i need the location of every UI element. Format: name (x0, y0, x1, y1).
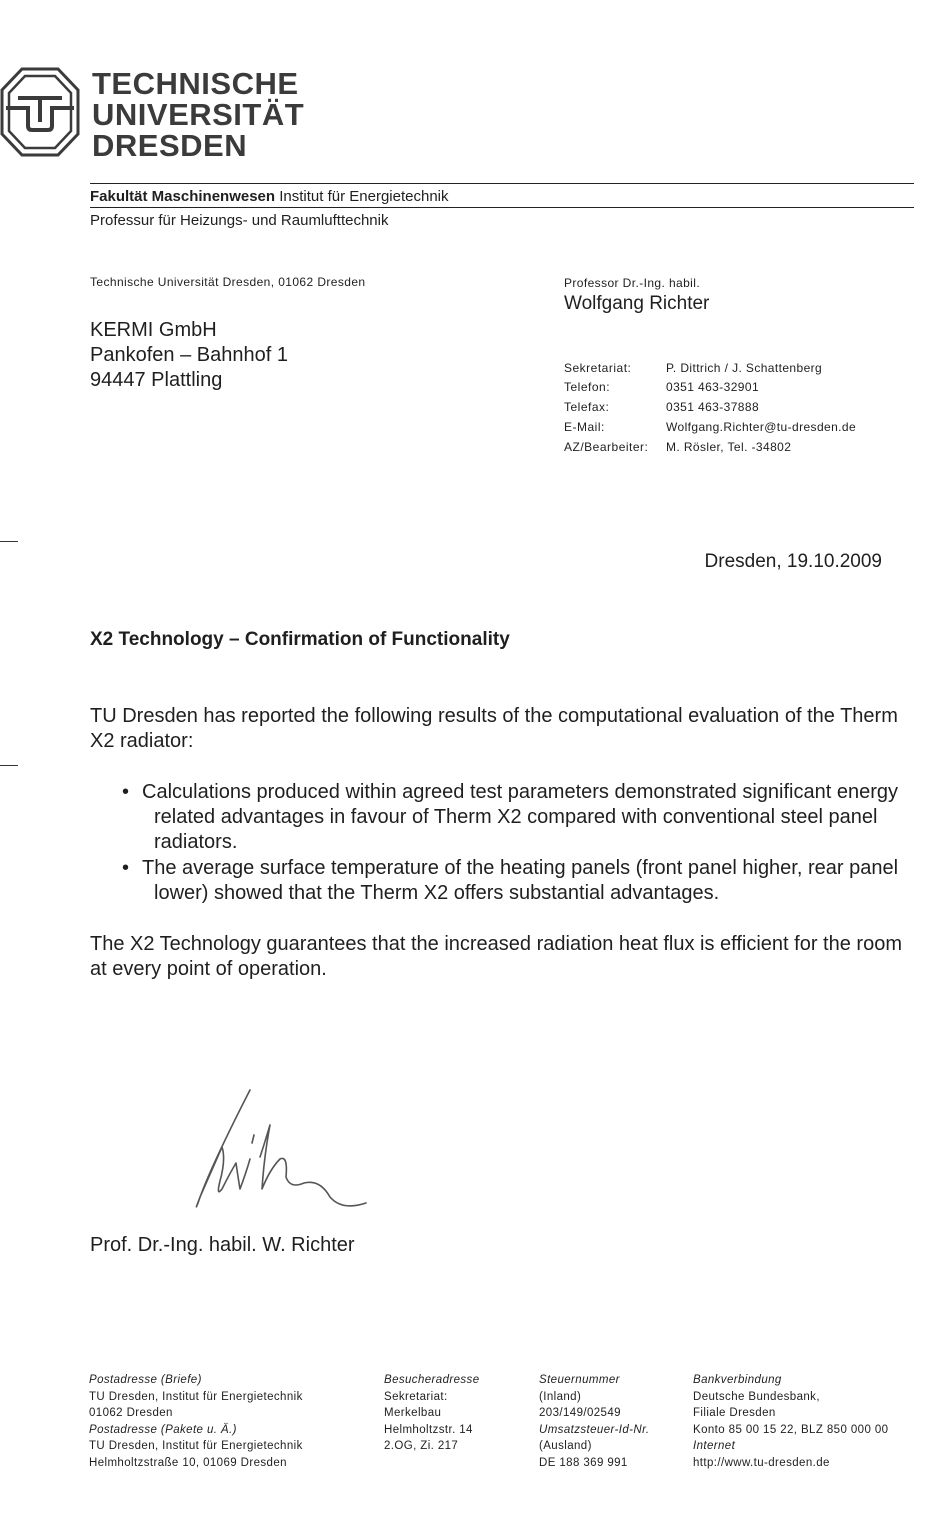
footer-postal-column (89, 1372, 303, 1471)
footer-line: DE 188 369 991 (539, 1456, 628, 1469)
recipient-name: KERMI GmbH (90, 319, 217, 341)
footer-heading: Internet (693, 1440, 736, 1452)
footer-line: Helmholtzstr. 14 (384, 1423, 473, 1436)
chair-name: Professur für Heizungs- und Raumlufttechnik (90, 212, 389, 229)
footer-line: Filiale Dresden (693, 1407, 776, 1419)
letter-date: Dresden, 19.10.2009 (704, 551, 882, 572)
fold-mark (0, 541, 18, 542)
footer-tax-column (539, 1372, 649, 1471)
contact-label: E-Mail: (564, 420, 605, 434)
bullet-glyph: • (122, 781, 130, 803)
footer-line: Deutsche Bundesbank, (693, 1390, 820, 1403)
footer-line: (Ausland) (539, 1440, 592, 1452)
recipient-street: Pankofen – Bahnhof 1 (90, 344, 288, 366)
logo-text-line-3: DRESDEN (92, 128, 248, 163)
list-item-text: The average surface temperature of the heating panels (front panel higher, rear panel lower) showed that the Therm X2 offers substantial advantages. (142, 857, 899, 904)
contact-label: Sekretariat: (564, 361, 632, 375)
footer-heading: Steuernummer (539, 1374, 620, 1386)
list-item-text: Calculations produced within agreed test parameters demonstrated significant energy related advantages in favour of Therm X2 compared with conventional steel panel radiators. (142, 781, 898, 853)
footer-line: Merkelbau (384, 1407, 442, 1419)
footer-line: TU Dresden, Institut für Energietechnik (89, 1390, 303, 1403)
footer-line: 203/149/02549 (539, 1407, 621, 1419)
header-rule-bottom (90, 207, 914, 208)
university-logo-icon (0, 66, 80, 158)
footer-line: (Inland) (539, 1390, 582, 1403)
intro-paragraph: TU Dresden has reported the following results of the computational evaluation of the Therm X2 radiator: (90, 705, 898, 752)
footer-heading: Postadresse (Briefe) (89, 1374, 202, 1386)
professor-title: Professor Dr.-Ing. habil. (564, 276, 701, 290)
footer-line: Helmholtzstraße 10, 01069 Dresden (89, 1456, 287, 1469)
institute-name: Institut für Energietechnik (279, 188, 449, 205)
bullet-glyph: • (122, 857, 130, 879)
faculty-name: Fakultät Maschinenwesen (90, 188, 276, 205)
footer-website-link[interactable]: http://www.tu-dresden.de (693, 1456, 830, 1469)
footer-visitor-column (384, 1372, 480, 1455)
header-rule-top (90, 183, 914, 184)
footer-bank-column (693, 1372, 888, 1471)
recipient-city: 94447 Plattling (90, 369, 223, 391)
footer-heading: Besucheradresse (384, 1374, 480, 1386)
footer-line: TU Dresden, Institut für Energietechnik (89, 1440, 303, 1452)
professor-name: Wolfgang Richter (564, 293, 710, 314)
sender-return-address: Technische Universität Dresden, 01062 Dresden (90, 275, 366, 289)
footer-heading: Bankverbindung (693, 1374, 782, 1386)
footer-heading: Umsatzsteuer-Id-Nr. (539, 1423, 650, 1436)
signatory-name: Prof. Dr.-Ing. habil. W. Richter (90, 1234, 355, 1256)
logo-text-line-2: UNIVERSITÄT (92, 97, 305, 132)
contact-value: P. Dittrich / J. Schattenberg (666, 361, 823, 375)
faculty-line (90, 188, 449, 205)
results-list (122, 780, 912, 907)
list-item (122, 780, 912, 855)
footer-line: 2.OG, Zi. 217 (384, 1440, 459, 1452)
letter-subject: X2 Technology – Confirmation of Functionality (90, 629, 510, 650)
contact-label: Telefon: (564, 380, 611, 394)
punch-mark (0, 765, 18, 766)
signature-image (180, 1085, 370, 1220)
logo-text-line-1: TECHNISCHE (92, 66, 299, 101)
contact-label: AZ/Bearbeiter: (564, 440, 649, 454)
list-item (122, 856, 912, 906)
footer-line: 01062 Dresden (89, 1407, 173, 1419)
contact-label: Telefax: (564, 400, 610, 414)
contact-value: M. Rösler, Tel. -34802 (666, 440, 792, 454)
contact-email[interactable]: Wolfgang.Richter@tu-dresden.de (666, 420, 857, 434)
contact-value: 0351 463-37888 (666, 400, 760, 414)
contact-value: 0351 463-32901 (666, 380, 760, 394)
footer-line: Sekretariat: (384, 1390, 448, 1403)
closing-paragraph: The X2 Technology guarantees that the increased radiation heat flux is efficient for the room at every point of operation. (90, 933, 902, 980)
footer-heading: Postadresse (Pakete u. Ä.) (89, 1423, 237, 1436)
footer-line: Konto 85 00 15 22, BLZ 850 000 00 (693, 1423, 889, 1436)
